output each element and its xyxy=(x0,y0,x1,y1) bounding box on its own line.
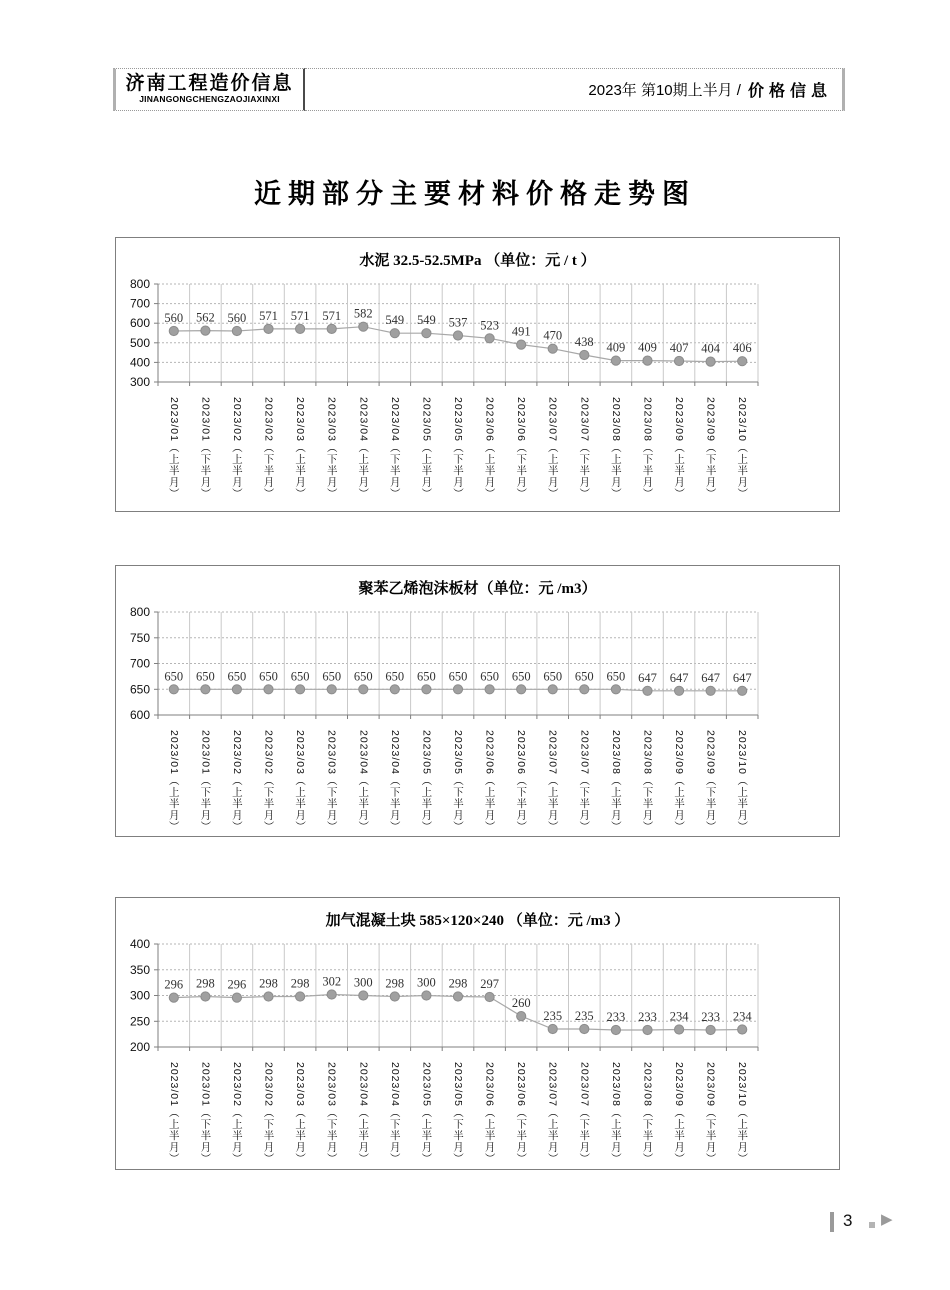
x-axis-label: 2023/04（下半月） xyxy=(388,730,401,833)
svg-text:404: 404 xyxy=(701,341,720,356)
chart-box-eps-board xyxy=(115,565,840,837)
svg-text:582: 582 xyxy=(353,306,373,321)
svg-text:571: 571 xyxy=(290,308,310,323)
x-axis-label: 2023/01（上半月） xyxy=(167,1062,180,1165)
x-axis-label: 2023/02（上半月） xyxy=(230,397,243,500)
x-axis-label: 2023/05（下半月） xyxy=(452,397,464,500)
x-axis-label: 2023/02（下半月） xyxy=(262,730,275,833)
svg-text:600: 600 xyxy=(129,708,150,722)
x-axis-label: 2023/02（下半月） xyxy=(262,1062,275,1165)
svg-text:650: 650 xyxy=(322,669,342,684)
svg-text:650: 650 xyxy=(511,669,531,684)
svg-text:300: 300 xyxy=(417,975,436,990)
svg-text:298: 298 xyxy=(448,976,468,991)
x-axis-label: 2023/02（下半月） xyxy=(262,397,275,500)
chart-canvas-eps-board xyxy=(116,600,839,832)
x-axis-label: 2023/06（下半月） xyxy=(515,1062,528,1165)
svg-text:537: 537 xyxy=(448,315,468,330)
chart-plot xyxy=(116,932,835,1055)
x-axis-label: 2023/04（下半月） xyxy=(388,397,401,500)
svg-text:298: 298 xyxy=(290,976,310,991)
logo-subtitle: JINANGONGCHENGZAOJIAXINXI xyxy=(139,94,280,104)
svg-text:571: 571 xyxy=(322,308,342,323)
svg-text:650: 650 xyxy=(353,669,373,684)
logo-title: 济南工程造价信息 xyxy=(125,73,294,94)
svg-text:523: 523 xyxy=(480,318,499,333)
x-axis-label: 2023/07（上半月） xyxy=(546,730,559,833)
svg-text:650: 650 xyxy=(385,669,405,684)
x-axis-label: 2023/09（下半月） xyxy=(704,397,717,500)
x-axis-label: 2023/09（下半月） xyxy=(704,1062,717,1165)
x-axis-label: 2023/07（下半月） xyxy=(578,397,591,500)
x-axis-label: 2023/08（下半月） xyxy=(641,730,654,833)
svg-text:233: 233 xyxy=(606,1010,626,1024)
x-axis-label: 2023/09（上半月） xyxy=(673,1062,686,1165)
x-axis-label: 2023/05（上半月） xyxy=(420,1062,433,1165)
svg-text:560: 560 xyxy=(227,311,247,325)
x-axis-label: 2023/02（上半月） xyxy=(230,730,243,833)
square-icon xyxy=(869,1222,875,1228)
svg-text:409: 409 xyxy=(606,340,626,355)
x-axis-label: 2023/02（上半月） xyxy=(230,1062,243,1165)
x-axis-label: 2023/09（下半月） xyxy=(704,730,717,833)
svg-text:650: 650 xyxy=(543,669,563,684)
svg-text:350: 350 xyxy=(129,962,150,977)
svg-text:650: 650 xyxy=(480,669,499,684)
svg-text:409: 409 xyxy=(638,340,657,355)
svg-text:650: 650 xyxy=(290,669,310,684)
svg-text:300: 300 xyxy=(353,975,373,990)
chart-title-cement: 水泥 32.5-52.5MPa （单位：元 / t ） xyxy=(359,253,596,269)
svg-text:560: 560 xyxy=(164,311,184,325)
svg-text:234: 234 xyxy=(732,1009,752,1024)
x-axis-label: 2023/07（上半月） xyxy=(546,1062,559,1165)
x-axis-label: 2023/08（上半月） xyxy=(609,397,622,500)
x-axis-labels xyxy=(116,395,839,499)
x-axis-label: 2023/01（上半月） xyxy=(167,397,180,500)
svg-text:650: 650 xyxy=(448,669,468,684)
x-axis-labels xyxy=(116,728,839,832)
header-issue-strip xyxy=(305,68,845,111)
x-axis-label: 2023/06（上半月） xyxy=(483,1062,496,1165)
next-page-arrow-icon: ▶ xyxy=(881,1211,893,1228)
chart-box-cement xyxy=(115,237,840,512)
svg-text:296: 296 xyxy=(164,977,184,992)
x-axis-label: 2023/10（上半月） xyxy=(736,1062,749,1165)
x-axis-labels xyxy=(116,1060,839,1164)
x-axis-label: 2023/06（下半月） xyxy=(515,397,528,500)
svg-text:647: 647 xyxy=(638,670,657,685)
x-axis-label: 2023/07（上半月） xyxy=(546,397,559,500)
chart-plot xyxy=(116,600,835,723)
chart-title-aac-block: 加气混凝土块 585×120×240 （单位：元 /m3 ） xyxy=(325,913,630,929)
svg-text:235: 235 xyxy=(543,1009,563,1023)
svg-text:260: 260 xyxy=(511,996,531,1011)
chart-box-aac-block xyxy=(115,897,840,1170)
svg-text:298: 298 xyxy=(196,976,215,991)
x-axis-label: 2023/04（上半月） xyxy=(357,1062,370,1165)
x-axis-label: 2023/03（下半月） xyxy=(325,1062,338,1165)
issue-section: 价格信息 xyxy=(747,83,832,100)
x-axis-label: 2023/04（上半月） xyxy=(357,730,370,833)
svg-text:300: 300 xyxy=(129,375,150,389)
svg-text:400: 400 xyxy=(129,937,150,951)
chart-plot xyxy=(116,272,835,390)
x-axis-label: 2023/09（上半月） xyxy=(673,397,686,500)
x-axis-label: 2023/10（上半月） xyxy=(736,397,749,500)
x-axis-label: 2023/05（下半月） xyxy=(452,730,464,833)
chart-title-eps-board: 聚苯乙烯泡沫板材（单位：元 /m3） xyxy=(358,581,597,597)
x-axis-label: 2023/10（上半月） xyxy=(736,730,749,833)
svg-text:650: 650 xyxy=(164,669,184,684)
svg-text:600: 600 xyxy=(129,316,150,331)
logo xyxy=(113,68,305,111)
svg-text:297: 297 xyxy=(480,977,499,991)
svg-text:800: 800 xyxy=(129,277,150,291)
x-axis-label: 2023/06（上半月） xyxy=(483,730,496,833)
svg-text:800: 800 xyxy=(129,605,150,619)
svg-text:406: 406 xyxy=(732,341,752,356)
svg-text:491: 491 xyxy=(511,324,531,339)
svg-text:233: 233 xyxy=(638,1010,657,1024)
svg-text:300: 300 xyxy=(129,988,150,1003)
issue-info: 2023年 第10期上半月 / xyxy=(588,82,741,99)
page-number: 3 xyxy=(843,1211,853,1230)
x-axis-label: 2023/08（下半月） xyxy=(641,397,654,500)
svg-text:470: 470 xyxy=(543,328,563,343)
svg-text:650: 650 xyxy=(196,669,215,684)
svg-text:234: 234 xyxy=(669,1009,689,1024)
svg-text:233: 233 xyxy=(701,1010,720,1024)
page-title: 近期部分主要材料价格走势图 xyxy=(254,179,696,209)
svg-text:571: 571 xyxy=(259,308,278,323)
svg-text:549: 549 xyxy=(385,313,405,328)
x-axis-label: 2023/03（上半月） xyxy=(294,397,307,500)
page-number-bar xyxy=(830,1212,834,1232)
svg-text:647: 647 xyxy=(669,670,689,685)
svg-text:235: 235 xyxy=(574,1009,594,1023)
chart-canvas-aac-block xyxy=(116,932,839,1164)
svg-text:650: 650 xyxy=(259,669,278,684)
svg-text:562: 562 xyxy=(196,310,215,325)
svg-text:650: 650 xyxy=(129,682,150,697)
svg-text:650: 650 xyxy=(574,669,594,684)
x-axis-label: 2023/03（下半月） xyxy=(325,397,338,500)
x-axis-label: 2023/06（下半月） xyxy=(515,730,528,833)
svg-text:750: 750 xyxy=(129,630,150,645)
x-axis-label: 2023/03（下半月） xyxy=(325,730,338,833)
svg-text:647: 647 xyxy=(701,670,720,685)
svg-text:650: 650 xyxy=(417,669,436,684)
x-axis-label: 2023/05（下半月） xyxy=(452,1062,464,1165)
svg-text:549: 549 xyxy=(417,313,436,328)
x-axis-label: 2023/08（上半月） xyxy=(609,730,622,833)
svg-text:296: 296 xyxy=(227,977,247,992)
x-axis-label: 2023/04（上半月） xyxy=(357,397,370,500)
x-axis-label: 2023/06（上半月） xyxy=(483,397,496,500)
x-axis-label: 2023/01（上半月） xyxy=(167,730,180,833)
x-axis-label: 2023/03（上半月） xyxy=(294,730,307,833)
x-axis-label: 2023/01（下半月） xyxy=(199,1062,212,1165)
x-axis-label: 2023/07（下半月） xyxy=(578,1062,591,1165)
svg-text:298: 298 xyxy=(385,976,405,991)
svg-text:250: 250 xyxy=(129,1014,150,1029)
x-axis-label: 2023/05（上半月） xyxy=(420,730,433,833)
svg-text:298: 298 xyxy=(259,976,278,991)
svg-text:302: 302 xyxy=(322,974,342,989)
x-axis-label: 2023/01（下半月） xyxy=(199,730,212,833)
svg-text:500: 500 xyxy=(129,335,150,350)
svg-text:438: 438 xyxy=(574,335,594,349)
svg-text:400: 400 xyxy=(129,355,150,370)
svg-text:200: 200 xyxy=(129,1040,150,1054)
chart-canvas-cement xyxy=(116,272,839,499)
x-axis-label: 2023/07（下半月） xyxy=(578,730,591,833)
svg-text:700: 700 xyxy=(129,296,150,311)
x-axis-label: 2023/05（上半月） xyxy=(420,397,433,500)
svg-text:650: 650 xyxy=(227,669,247,684)
svg-text:700: 700 xyxy=(129,656,150,671)
x-axis-label: 2023/01（下半月） xyxy=(199,397,212,500)
x-axis-label: 2023/08（上半月） xyxy=(609,1062,622,1165)
x-axis-label: 2023/08（下半月） xyxy=(641,1062,654,1165)
x-axis-label: 2023/09（上半月） xyxy=(673,730,686,833)
x-axis-label: 2023/04（下半月） xyxy=(388,1062,401,1165)
x-axis-label: 2023/03（上半月） xyxy=(294,1062,307,1165)
svg-text:407: 407 xyxy=(669,341,689,355)
svg-text:647: 647 xyxy=(732,670,752,685)
svg-text:650: 650 xyxy=(606,669,626,684)
